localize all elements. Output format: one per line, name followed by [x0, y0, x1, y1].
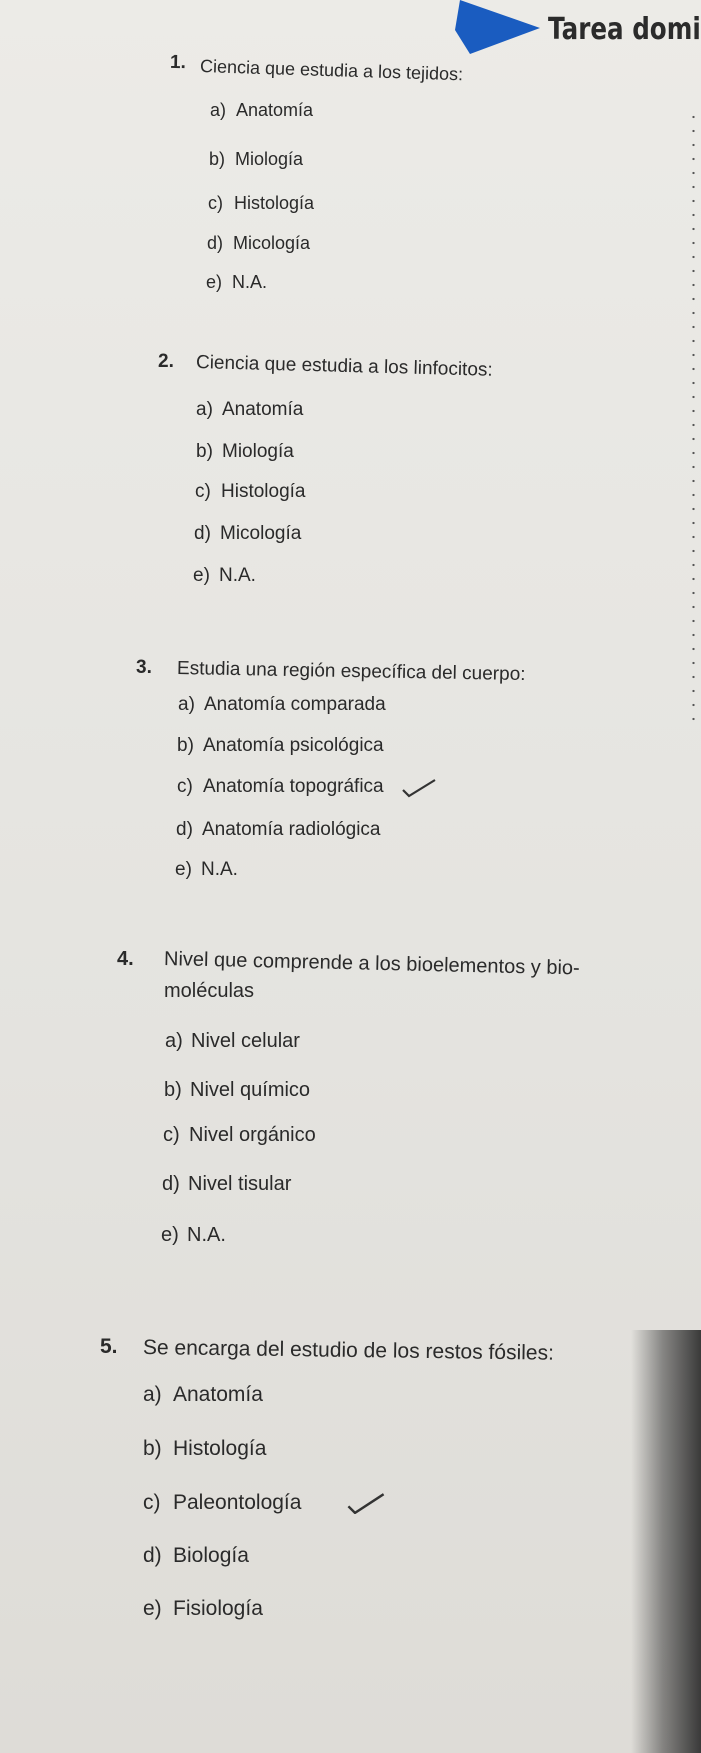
question-text: Estudia una región específica del cuerpo:	[176, 658, 526, 686]
option-c	[177, 776, 384, 798]
option-text: Anatomía	[173, 1383, 263, 1406]
option-e	[193, 565, 256, 587]
option-text: Micología	[220, 523, 302, 544]
option-letter: a)	[196, 399, 213, 420]
question-text-line2: moléculas	[164, 980, 255, 1002]
option-letter: d)	[194, 523, 211, 544]
option-d	[143, 1544, 249, 1568]
option-e	[143, 1597, 263, 1621]
option-text: Miología	[222, 441, 294, 462]
option-b	[177, 735, 384, 757]
option-text: N.A.	[187, 1224, 226, 1246]
option-a	[210, 100, 313, 121]
option-d	[194, 523, 301, 545]
option-b	[196, 441, 294, 463]
option-text: Biología	[173, 1544, 249, 1567]
option-letter: b)	[196, 441, 213, 462]
option-letter: c)	[177, 776, 193, 797]
option-b	[164, 1079, 310, 1102]
option-letter: a)	[143, 1383, 162, 1406]
option-letter: b)	[177, 735, 194, 756]
option-text: Miología	[235, 149, 304, 169]
option-text: Anatomía topográfica	[203, 776, 384, 797]
option-text: Anatomía comparada	[204, 694, 386, 715]
option-text: Micología	[233, 233, 311, 253]
option-text: N.A.	[201, 859, 238, 880]
option-text: Anatomía	[236, 100, 314, 120]
option-c	[208, 193, 314, 214]
option-letter: d)	[143, 1544, 162, 1567]
option-text: Anatomía	[222, 399, 304, 420]
option-e	[175, 859, 238, 881]
page-edge-dots	[692, 110, 695, 730]
option-letter: a)	[210, 100, 227, 120]
option-text: Histología	[234, 193, 315, 213]
option-letter: e)	[193, 565, 210, 586]
option-letter: c)	[195, 481, 211, 502]
question-text: Ciencia que estudia a los tejidos:	[199, 56, 464, 85]
option-letter: d)	[162, 1173, 180, 1195]
question-text: Ciencia que estudia a los linfocitos:	[195, 352, 493, 381]
option-letter: c)	[208, 193, 223, 213]
option-text: Histología	[221, 481, 306, 502]
question-text: Se encarga del estudio de los restos fósiles:	[142, 1336, 555, 1365]
option-a	[196, 399, 303, 421]
question-number: 3.	[136, 657, 152, 678]
option-d	[207, 233, 310, 254]
option-d	[176, 819, 381, 841]
option-a	[143, 1383, 263, 1407]
option-letter: d)	[176, 819, 193, 840]
option-text: Anatomía radiológica	[202, 819, 381, 840]
option-letter: d)	[207, 233, 224, 253]
question-number: 1.	[169, 51, 187, 74]
checkmark-icon	[346, 1492, 386, 1514]
option-letter: b)	[143, 1437, 162, 1460]
option-letter: e)	[143, 1597, 162, 1620]
option-letter: c)	[143, 1491, 161, 1514]
title-banner	[0, 0, 701, 58]
option-text: Anatomía psicológica	[203, 735, 384, 756]
page-shadow	[631, 1330, 701, 1753]
question-number: 5.	[100, 1335, 118, 1358]
option-text: N.A.	[219, 565, 256, 586]
option-letter: e)	[175, 859, 192, 880]
option-a	[165, 1030, 300, 1053]
option-d	[162, 1173, 291, 1196]
option-letter: b)	[164, 1079, 182, 1101]
option-text: Nivel tisular	[188, 1173, 292, 1195]
option-c	[143, 1491, 301, 1515]
option-letter: b)	[209, 149, 226, 169]
question-number: 2.	[158, 351, 174, 372]
option-text: Histología	[173, 1437, 267, 1460]
option-text: Nivel químico	[190, 1079, 311, 1101]
option-letter: e)	[206, 272, 223, 292]
option-text: Fisiología	[173, 1597, 263, 1620]
question-text: Nivel que comprende a los bioelementos y bio-	[163, 948, 580, 980]
checkmark-icon	[401, 778, 437, 798]
option-letter: e)	[161, 1224, 179, 1246]
option-text: N.A.	[232, 272, 268, 292]
option-c	[195, 481, 306, 503]
option-c	[163, 1124, 316, 1147]
option-b	[143, 1437, 266, 1461]
option-b	[209, 149, 303, 170]
option-text: Nivel celular	[191, 1030, 300, 1052]
option-letter: a)	[165, 1030, 183, 1052]
option-e	[206, 272, 267, 293]
option-text: Paleontología	[173, 1491, 302, 1514]
banner-arrow	[455, 0, 540, 54]
option-text: Nivel orgánico	[189, 1124, 316, 1146]
question-number: 4.	[117, 948, 134, 970]
option-a	[178, 694, 386, 716]
page-title: Tarea domi	[548, 12, 701, 47]
option-letter: c)	[163, 1124, 180, 1146]
option-e	[161, 1224, 226, 1247]
option-letter: a)	[178, 694, 195, 715]
